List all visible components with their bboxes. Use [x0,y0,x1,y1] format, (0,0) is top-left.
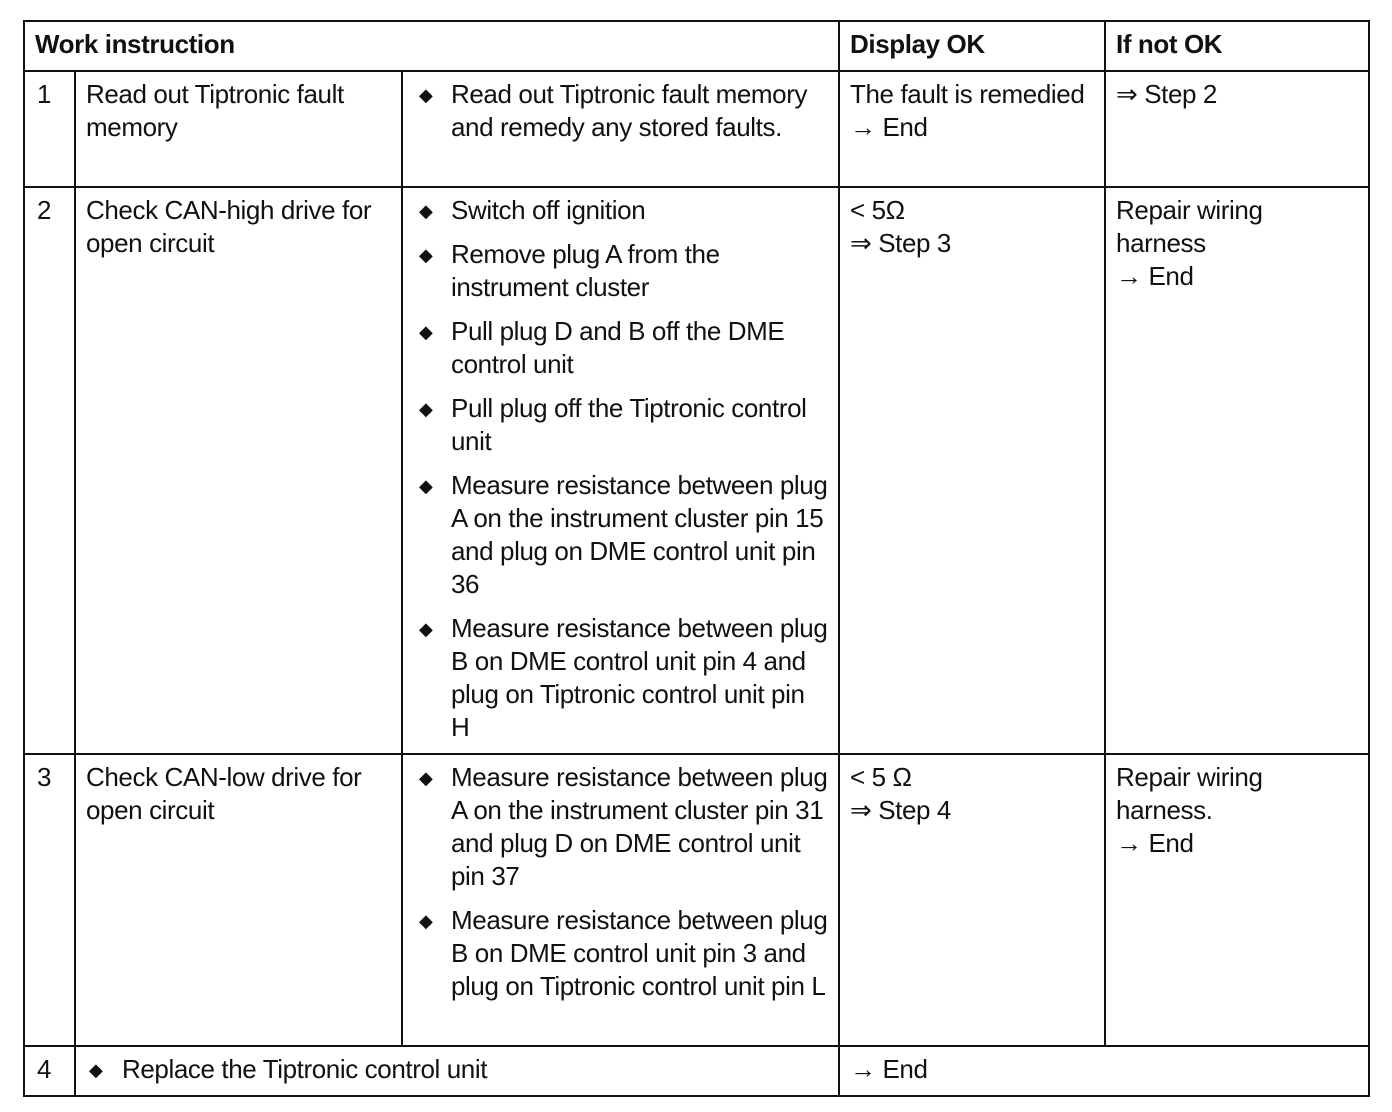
action-item: ◆ Switch off ignition [413,194,828,227]
diamond-bullet-icon: ◆ [419,399,433,419]
header-row [24,21,1369,71]
if-not-ok-line: ⇒ Step 2 [1116,79,1217,109]
diamond-bullet-icon: ◆ [419,85,433,105]
display-ok-cell [839,71,1105,187]
action-item: ◆ Measure resistance between plug A on the instrument cluster pin 31 and plug D on DME control unit pin 37 [419,762,828,891]
action-item: ◆ Measure resistance between plug A on the instrument cluster pin 15 and plug on DME control unit pin 36 [419,470,828,599]
header-if-not-ok: If not OK [1105,21,1369,71]
header-work-instruction: Work instruction [24,21,839,71]
table-row [24,71,1369,187]
action-item: ◆ Read out Tiptronic fault memory and remedy any stored faults. [419,79,808,142]
display-ok-line: ⇒ Step 3 [850,228,951,258]
if-not-ok-cell [1105,187,1369,754]
display-ok-cell [839,187,1105,754]
work-instruction-table [23,20,1370,1097]
step-actions [402,754,839,1046]
if-not-ok-line: → End [1116,828,1194,858]
diamond-bullet-icon: ◆ [419,322,433,342]
diamond-bullet-icon: ◆ [89,1060,103,1080]
action-item: ◆ Pull plug off the Tiptronic control unit [419,393,807,456]
display-ok-cell [839,754,1105,1046]
diamond-bullet-icon: ◆ [419,201,433,221]
if-not-ok-line: → End [1116,261,1194,291]
step-number: 3 [24,754,75,1046]
display-ok-line: → End [850,112,928,142]
diamond-bullet-icon: ◆ [419,768,433,788]
final-action: ◆ Replace the Tiptronic control unit [86,1053,828,1086]
action-list [413,761,828,1003]
step-number: 2 [24,187,75,754]
action-item: ◆ Pull plug D and B off the DME control unit [419,316,785,379]
final-result-cell: → End [839,1046,1369,1096]
step-actions [402,187,839,754]
step-number: 1 [24,71,75,187]
diamond-bullet-icon: ◆ [419,619,433,639]
display-ok-line: ⇒ Step 4 [850,795,951,825]
if-not-ok-cell [1105,71,1369,187]
display-ok-line: < 5 Ω [850,762,912,792]
if-not-ok-line: Repair wiring harness. [1116,762,1263,825]
table-row-final [24,1046,1369,1096]
diamond-bullet-icon: ◆ [419,911,433,931]
action-list [413,78,828,144]
table-row [24,754,1369,1046]
step-number: 4 [24,1046,75,1096]
step-instruction: Read out Tiptronic fault memory [75,71,402,187]
action-item: ◆ Measure resistance between plug B on DME control unit pin 3 and plug on Tiptronic control unit pin L [419,905,828,1001]
action-item: ◆ Remove plug A from the instrument cluster [419,239,720,302]
table-row [24,187,1369,754]
header-display-ok: Display OK [839,21,1105,71]
display-ok-line: < 5Ω [850,195,905,225]
step-instruction: Check CAN-high drive for open circuit [75,187,402,754]
display-ok-line: The fault is remedied [850,79,1085,109]
if-not-ok-line: Repair wiring harness [1116,195,1263,258]
final-action-cell [75,1046,839,1096]
step-instruction: Check CAN-low drive for open circuit [75,754,402,1046]
action-list [413,194,828,744]
step-actions [402,71,839,187]
if-not-ok-cell [1105,754,1369,1046]
action-item: ◆ Measure resistance between plug B on DME control unit pin 4 and plug on Tiptronic control unit pin H [419,613,828,742]
diamond-bullet-icon: ◆ [419,476,433,496]
diamond-bullet-icon: ◆ [419,245,433,265]
